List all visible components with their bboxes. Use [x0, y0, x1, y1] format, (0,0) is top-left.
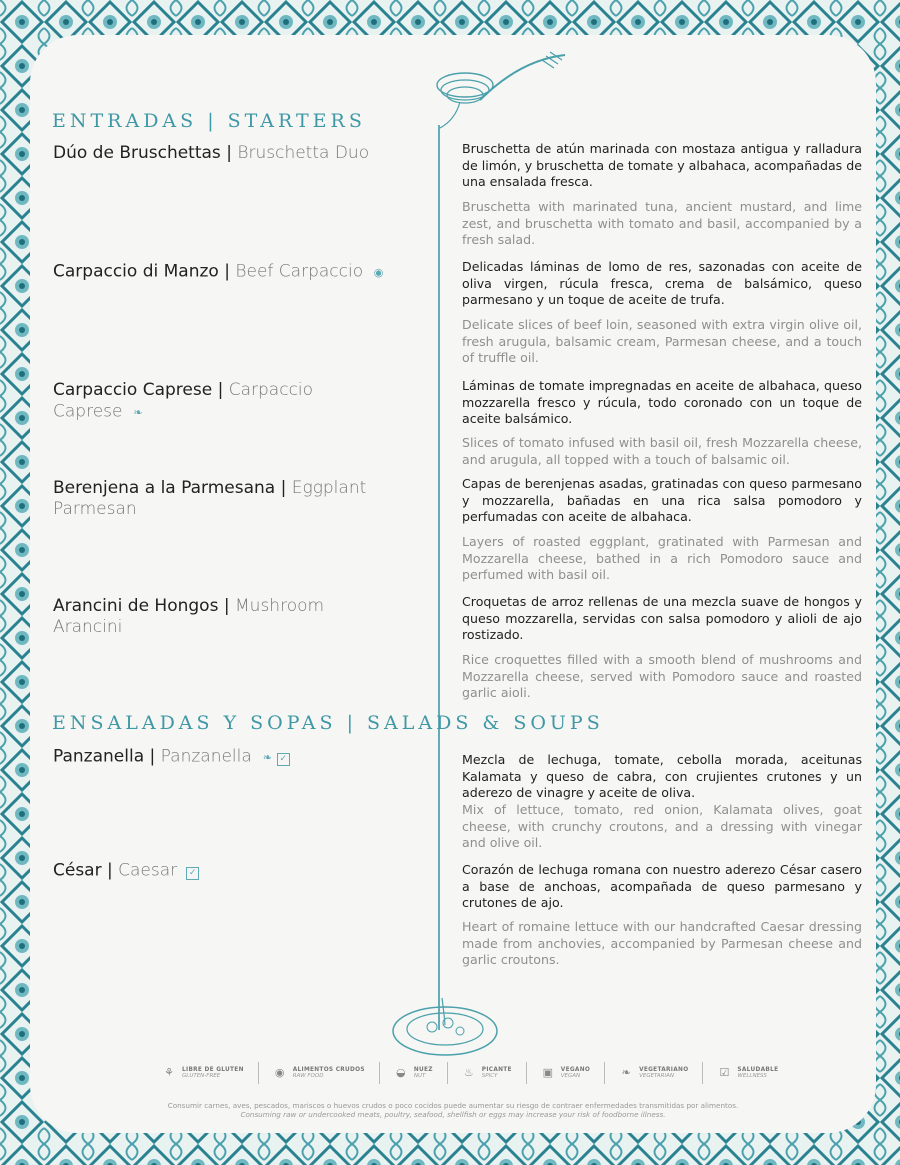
disclaimer-en: Consuming raw or undercooked meats, poultry, seafood, shellfish or eggs may increase your risk of foodborne illness.: [240, 1110, 666, 1119]
fork-pasta-illustration: [420, 50, 570, 150]
leaf-icon: ❧: [621, 1066, 631, 1079]
dish-name: Panzanella | Panzanella ❧ ✓: [53, 746, 403, 768]
dish-description-en: Mix of lettuce, tomato, red onion, Kalamata olives, goat cheese, with crunchy croutons, and a dressing with vinegar and olive oil.: [462, 802, 862, 850]
dish-description-en: Rice croquettes filled with a smooth blend of mushrooms and Mozzarella cheese, served with Pomodoro sauce and roasted garlic aioli.: [462, 652, 862, 700]
dish-description-en: Layers of roasted eggplant, gratinated with Parmesan and Mozzarella cheese, bathed in a rich Pomodoro sauce and perfumed with basil oil.: [462, 534, 862, 582]
disclaimer-es: Consumir carnes, aves, pescados, mariscos o huevos crudos o poco cocidos puede aumentar su riesgo de contraer enfermedades transmitidas por alimentos.: [167, 1101, 739, 1110]
dish-description-es: Croquetas de arroz rellenas de una mezcla suave de hongos y queso mozzarella, servidas con salsa pomodoro y alioli de ajo rostizado.: [462, 594, 862, 642]
dish-name: Berenjena a la Parmesana | Eggplant Parmesan: [53, 478, 367, 519]
wellness-icon: ☑: [719, 1066, 730, 1079]
legend-item-spicy: ♨ PICANTE SPICY: [447, 1062, 526, 1084]
dish-description-es: Bruschetta de atún marinada con mostaza antigua y ralladura de limón, y bruschetta de tomate y albahaca, acompañadas de una ensalada fresca.: [462, 141, 862, 189]
dish-name: Dúo de Bruschettas | Bruschetta Duo: [53, 143, 370, 163]
pasta-plate-illustration: [390, 993, 500, 1063]
dish-description-en: Slices of tomato infused with basil oil, fresh Mozzarella cheese, and arugula, all topped with a touch of balsamic oil.: [462, 435, 862, 467]
legend-item-raw-food: ◉ ALIMENTOS CRUDOS RAW FOOD: [258, 1062, 379, 1084]
legend-item-vegetarian: ❧ VEGETARIANO VEGETARIAN: [604, 1062, 702, 1084]
nut-icon: ◒: [396, 1066, 406, 1079]
legend-item-gluten-free: ⚘ LIBRE DE GLUTEN GLUTEN-FREE: [148, 1062, 258, 1084]
dish-name: César | Caesar ✓: [53, 860, 403, 882]
wellness-icon: ✓: [277, 753, 290, 766]
legend-item-vegan: ▣ VEGANO VEGAN: [526, 1062, 604, 1084]
dish-name: Carpaccio Caprese | Carpaccio Caprese ❧: [53, 380, 314, 422]
dietary-legend: [148, 1060, 779, 1086]
flame-icon: ♨: [463, 1066, 474, 1079]
fish-icon: ◉: [373, 266, 384, 279]
section-title-starters: ENTRADAS | STARTERS: [52, 110, 366, 132]
fish-icon: ◉: [274, 1066, 285, 1079]
dish-description-en: Bruschetta with marinated tuna, ancient mustard, and lime zest, and bruschetta with tomato and basil, accompanied by a fresh salad.: [462, 199, 862, 247]
dish-description-es: Láminas de tomate impregnadas en aceite de albahaca, queso mozzarella fresco y rúcula, todo coronado con un toque de aceite balsámico.: [462, 378, 862, 426]
legend-item-wellness: ☑ SALUDABLE WELLNESS: [702, 1062, 792, 1084]
leaf-icon: ❧: [133, 406, 143, 419]
legend-item-nut: ◒ NUEZ NUT: [379, 1062, 447, 1084]
wellness-icon: ✓: [186, 867, 199, 880]
dish-description-en: Delicate slices of beef loin, seasoned with extra virgin olive oil, fresh arugula, balsamic cream, Parmesan cheese, and a touch of truffle oil.: [462, 317, 862, 365]
dish-description-es: Corazón de lechuga romana con nuestro aderezo César casero a base de anchoas, acompañada de queso parmesano y crutones de ajo.: [462, 862, 862, 910]
leaf-icon: ❧: [262, 751, 272, 764]
dish-name: Carpaccio di Manzo | Beef Carpaccio ◉: [53, 261, 384, 282]
vegan-icon: ▣: [542, 1066, 553, 1079]
dish-name: Arancini de Hongos | Mushroom Arancini: [53, 596, 325, 637]
dish-description-en: Heart of romaine lettuce with our handcrafted Caesar dressing made from anchovies, accompanied by Parmesan cheese and garlic croutons.: [462, 919, 862, 967]
center-line: [438, 125, 440, 1030]
section-title-salads-soups: ENSALADAS Y SOPAS | SALADS & SOUPS: [52, 712, 604, 734]
dish-description-es: Mezcla de lechuga, tomate, cebolla morada, aceitunas Kalamata y queso de cabra, con crujientes crutones y un aderezo de vinagre y aceite de oliva.: [462, 752, 862, 800]
menu-card: [30, 35, 876, 1133]
dish-description-es: Capas de berenjenas asadas, gratinadas con queso parmesano y mozzarella, bañadas en una rica salsa pomodoro y perfumadas con aceite de albahaca.: [462, 476, 862, 524]
dish-description-es: Delicadas láminas de lomo de res, sazonadas con aceite de oliva virgen, rúcula fresca, crema de balsámico, queso parmesano y un toque de aceite de trufa.: [462, 259, 862, 307]
wheat-icon: ⚘: [164, 1066, 174, 1079]
